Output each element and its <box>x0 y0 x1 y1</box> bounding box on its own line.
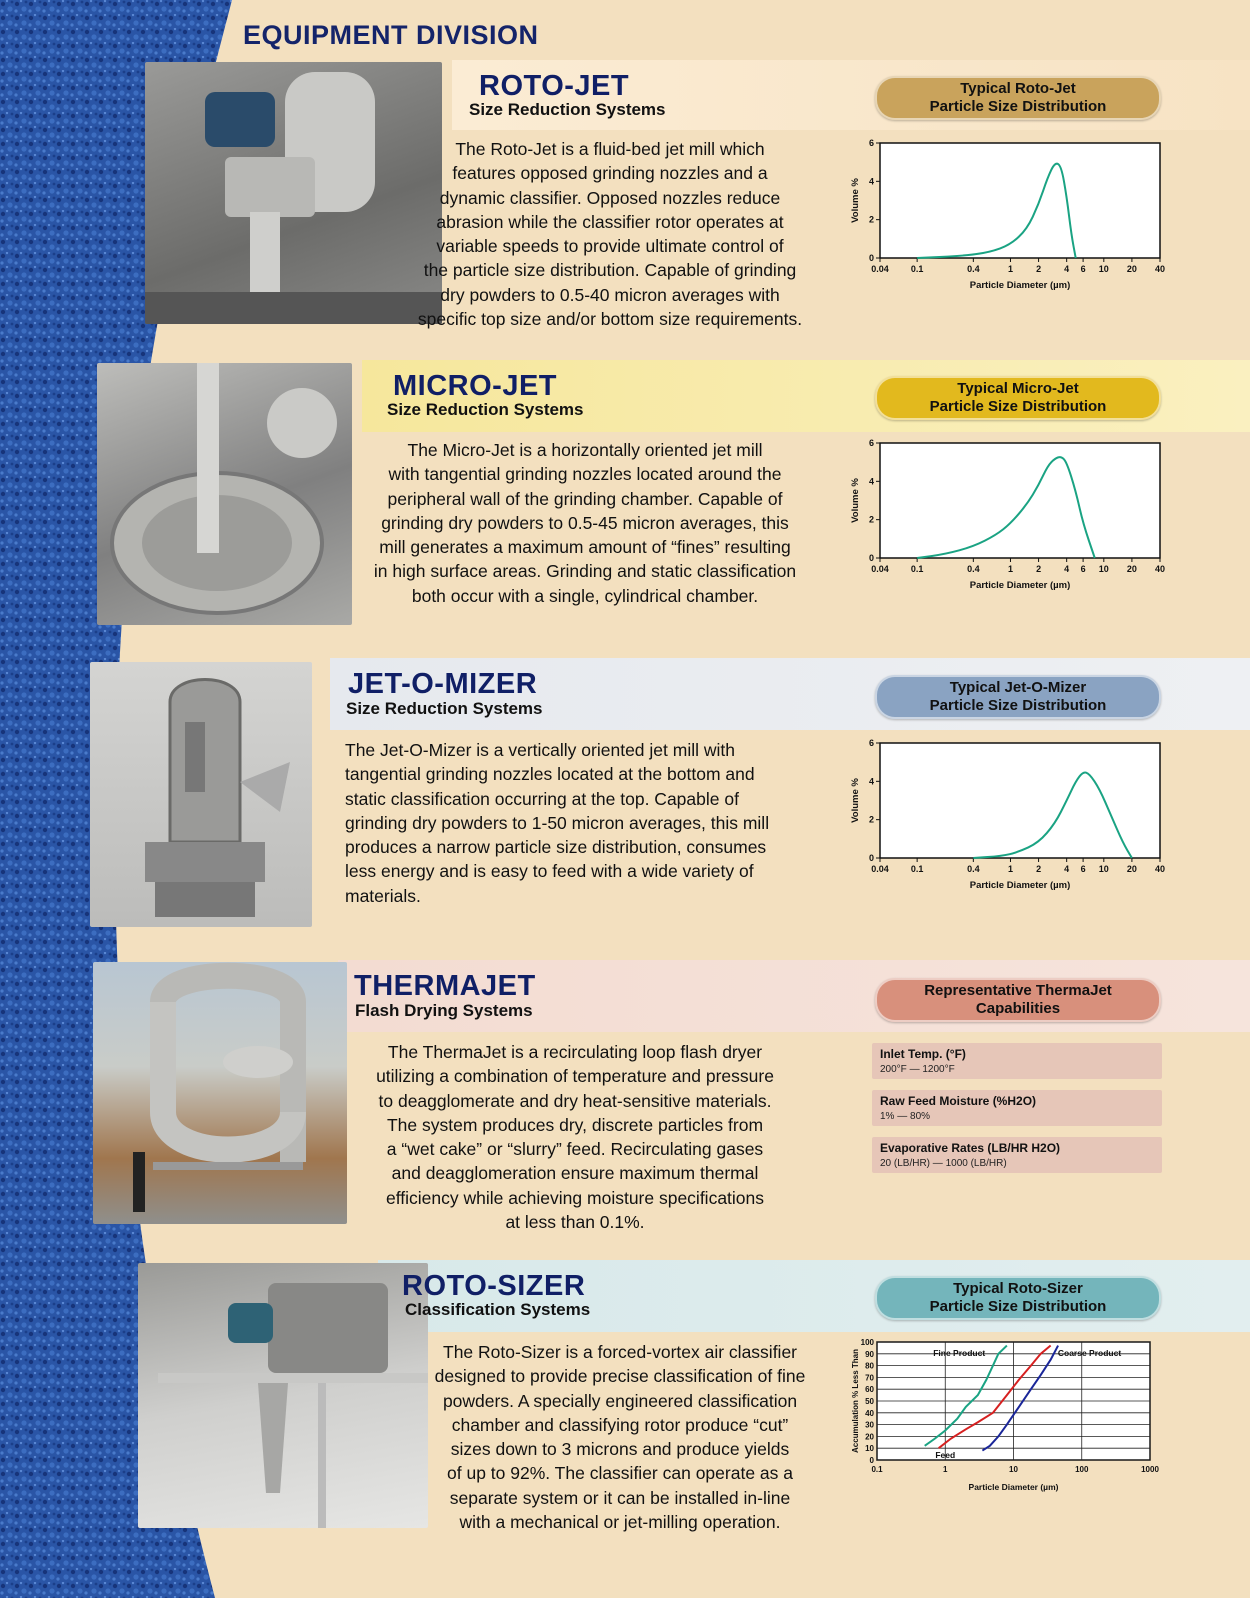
y-tick-label: 2 <box>868 814 874 825</box>
x-tick-label: 1000 <box>1141 1465 1159 1474</box>
y-tick-label: 2 <box>868 214 874 225</box>
x-tick-label: 1 <box>1007 264 1013 274</box>
thermajet-subtitle: Flash Drying Systems <box>355 1001 533 1020</box>
y-tick-label: 60 <box>865 1385 874 1395</box>
x-tick-label: 20 <box>1126 864 1137 874</box>
page-heading: EQUIPMENT DIVISION <box>243 20 539 50</box>
y-axis-label: Volume % <box>850 778 861 823</box>
y-tick-label: 80 <box>865 1361 874 1371</box>
x-tick-label: 6 <box>1080 864 1086 874</box>
thermajet-capabilities-pill: Representative ThermaJet Capabilities <box>875 978 1161 1022</box>
y-tick-label: 50 <box>865 1397 874 1406</box>
x-tick-label: 4 <box>1064 864 1070 874</box>
x-tick-label: 10 <box>1098 564 1109 574</box>
x-tick-label: 10 <box>1098 264 1109 274</box>
plot-frame <box>880 143 1160 258</box>
plot-frame <box>880 743 1160 858</box>
y-tick-label: 6 <box>868 438 874 448</box>
feed-label: Feed <box>935 1450 956 1460</box>
x-tick-label: 2 <box>1036 264 1042 274</box>
y-tick-label: 100 <box>860 1338 874 1347</box>
x-tick-label: 1 <box>943 1465 948 1474</box>
x-axis-label: Particle Diameter (µm) <box>969 280 1071 291</box>
jet-o-mizer-distribution-chart <box>850 738 1170 903</box>
y-tick-label: 10 <box>865 1444 874 1454</box>
x-tick-label: 0.4 <box>967 564 980 574</box>
x-tick-label: 40 <box>1154 264 1166 274</box>
roto-jet-description: The Roto-Jet is a fluid-bed jet mill which features opposed grinding nozzles and a dynamic classifier. Opposed nozzles reduce abrasion while the classifier rotor operates at variable speeds to provide ultimate control of the particle size distribution. Capable of grinding dry powders to 0.5-40 micron averages with specific top size and/or bottom size requirements. <box>417 139 803 330</box>
y-axis-label: Accumulation % Less Than <box>851 1348 860 1454</box>
roto-sizer-title: ROTO-SIZER <box>402 1270 586 1302</box>
y-axis-label: Volume % <box>850 178 861 223</box>
roto-sizer-distribution-chart <box>850 1336 1170 1501</box>
roto-jet-subtitle: Size Reduction Systems <box>469 100 666 119</box>
x-tick-label: 1 <box>1007 864 1013 874</box>
micro-jet-title: MICRO-JET <box>393 370 557 402</box>
thermajet-photo <box>93 962 347 1224</box>
roto-sizer-chart-pill: Typical Roto-Sizer Particle Size Distribution <box>875 1276 1161 1320</box>
x-tick-label: 0.1 <box>910 564 924 574</box>
y-tick-label: 20 <box>865 1432 874 1442</box>
x-tick-label: 10 <box>1098 864 1109 874</box>
roto-sizer-description: The Roto-Sizer is a forced-vortex air classifier designed to provide precise classification of fine powders. A specially engineered classification chamber and classifying rotor produce “cut” sizes down to 3 microns and produce yields of up to 92%. The classifier can operate as a separate system or it can be installed in-line with a mechanical or jet-milling operation. <box>434 1342 806 1533</box>
x-axis-label: Particle Diameter (µm) <box>969 580 1071 591</box>
y-tick-label: 4 <box>868 776 874 787</box>
x-tick-label: 0.1 <box>910 864 924 874</box>
capability-value: 200°F — 1200°F <box>880 1064 955 1075</box>
x-tick-label: 0.04 <box>871 264 889 274</box>
roto-sizer-photo <box>138 1263 428 1528</box>
x-tick-label: 2 <box>1036 564 1042 574</box>
x-tick-label: 20 <box>1126 564 1137 574</box>
x-axis-label: Particle Diameter (µm) <box>969 880 1071 891</box>
micro-jet-chart-pill: Typical Micro-Jet Particle Size Distribution <box>875 376 1161 420</box>
y-tick-label: 4 <box>868 176 874 187</box>
roto-jet-chart-pill: Typical Roto-Jet Particle Size Distribution <box>875 76 1161 120</box>
capability-row <box>872 1043 1162 1079</box>
y-tick-label: 6 <box>868 138 874 148</box>
fine-product-label: Fine Product <box>933 1348 986 1359</box>
jet-o-mizer-description: The Jet-O-Mizer is a vertically oriented jet mill with tangential grinding nozzles located at the bottom and static classification occurring at the top. Capable of grinding dry powders to 1-50 micron averages, this mill produces a narrow particle size distribution, consumes less energy and is easy to feed with a wide variety of materials. <box>345 740 770 906</box>
micro-jet-description: The Micro-Jet is a horizontally oriented jet mill with tangential grinding nozzles located around the peripheral wall of the grinding chamber. Capable of grinding dry powders to 0.5-45 micron averages, this mill generates a maximum amount of “fines” resulting in high surface areas. Grinding and static classification both occur with a single, cylindrical chamber. <box>373 440 797 606</box>
micro-jet-photo <box>97 363 352 625</box>
micro-jet-subtitle: Size Reduction Systems <box>387 400 584 419</box>
y-axis-label: Volume % <box>850 478 861 523</box>
x-tick-label: 0.4 <box>967 264 980 274</box>
y-tick-label: 0 <box>868 253 874 263</box>
micro-jet-distribution-chart <box>850 438 1170 603</box>
x-tick-label: 20 <box>1126 264 1137 274</box>
capability-row <box>872 1137 1162 1173</box>
y-tick-label: 0 <box>868 853 874 863</box>
y-tick-label: 40 <box>865 1408 874 1418</box>
x-tick-label: 40 <box>1154 564 1166 574</box>
y-tick-label: 0 <box>869 1456 874 1465</box>
capability-label: Evaporative Rates (LB/HR H2O) <box>880 1141 1061 1155</box>
x-tick-label: 100 <box>1075 1465 1089 1474</box>
capability-label: Raw Feed Moisture (%H2O) <box>880 1094 1037 1108</box>
x-tick-label: 4 <box>1064 264 1070 274</box>
x-tick-label: 0.04 <box>871 564 889 574</box>
x-tick-label: 6 <box>1080 264 1086 274</box>
plot-frame <box>880 443 1160 558</box>
y-tick-label: 4 <box>868 476 874 487</box>
thermajet-description: The ThermaJet is a recirculating loop flash dryer utilizing a combination of temperature and pressure to deagglomerate and dry heat-sensitive materials. The system produces dry, discrete particles from a “wet cake” or “slurry” feed. Recirculating gases and deagglomeration ensure maximum thermal efficiency while achieving moisture specifications at less than 0.1%. <box>376 1042 774 1233</box>
x-tick-label: 40 <box>1154 864 1166 874</box>
y-tick-label: 30 <box>865 1420 874 1430</box>
capability-row <box>872 1090 1162 1126</box>
y-tick-label: 70 <box>865 1373 874 1383</box>
x-tick-label: 0.1 <box>871 1465 883 1474</box>
x-tick-label: 0.04 <box>871 864 889 874</box>
x-tick-label: 0.4 <box>967 864 980 874</box>
capability-value: 1% — 80% <box>880 1111 931 1122</box>
x-axis-label: Particle Diameter (µm) <box>968 1482 1059 1492</box>
x-tick-label: 4 <box>1064 564 1070 574</box>
jet-o-mizer-photo <box>90 662 312 927</box>
y-tick-label: 6 <box>868 738 874 748</box>
jet-o-mizer-title: JET-O-MIZER <box>348 668 538 700</box>
capability-label: Inlet Temp. (°F) <box>880 1047 966 1061</box>
roto-jet-distribution-chart <box>850 138 1170 303</box>
roto-sizer-subtitle: Classification Systems <box>405 1300 591 1319</box>
x-tick-label: 1 <box>1007 564 1013 574</box>
roto-jet-title: ROTO-JET <box>479 70 630 102</box>
y-tick-label: 0 <box>868 553 874 563</box>
capability-value: 20 (LB/HR) — 1000 (LB/HR) <box>880 1158 1007 1169</box>
jet-o-mizer-chart-pill: Typical Jet-O-Mizer Particle Size Distribution <box>875 675 1161 719</box>
jet-o-mizer-subtitle: Size Reduction Systems <box>346 699 543 718</box>
x-tick-label: 0.1 <box>910 264 924 274</box>
coarse-product-label: Coarse Product <box>1057 1348 1122 1359</box>
x-tick-label: 10 <box>1009 1465 1018 1474</box>
thermajet-title: THERMAJET <box>354 970 536 1002</box>
x-tick-label: 2 <box>1036 864 1042 874</box>
x-tick-label: 6 <box>1080 564 1086 574</box>
y-tick-label: 90 <box>865 1349 874 1359</box>
y-tick-label: 2 <box>868 514 874 525</box>
